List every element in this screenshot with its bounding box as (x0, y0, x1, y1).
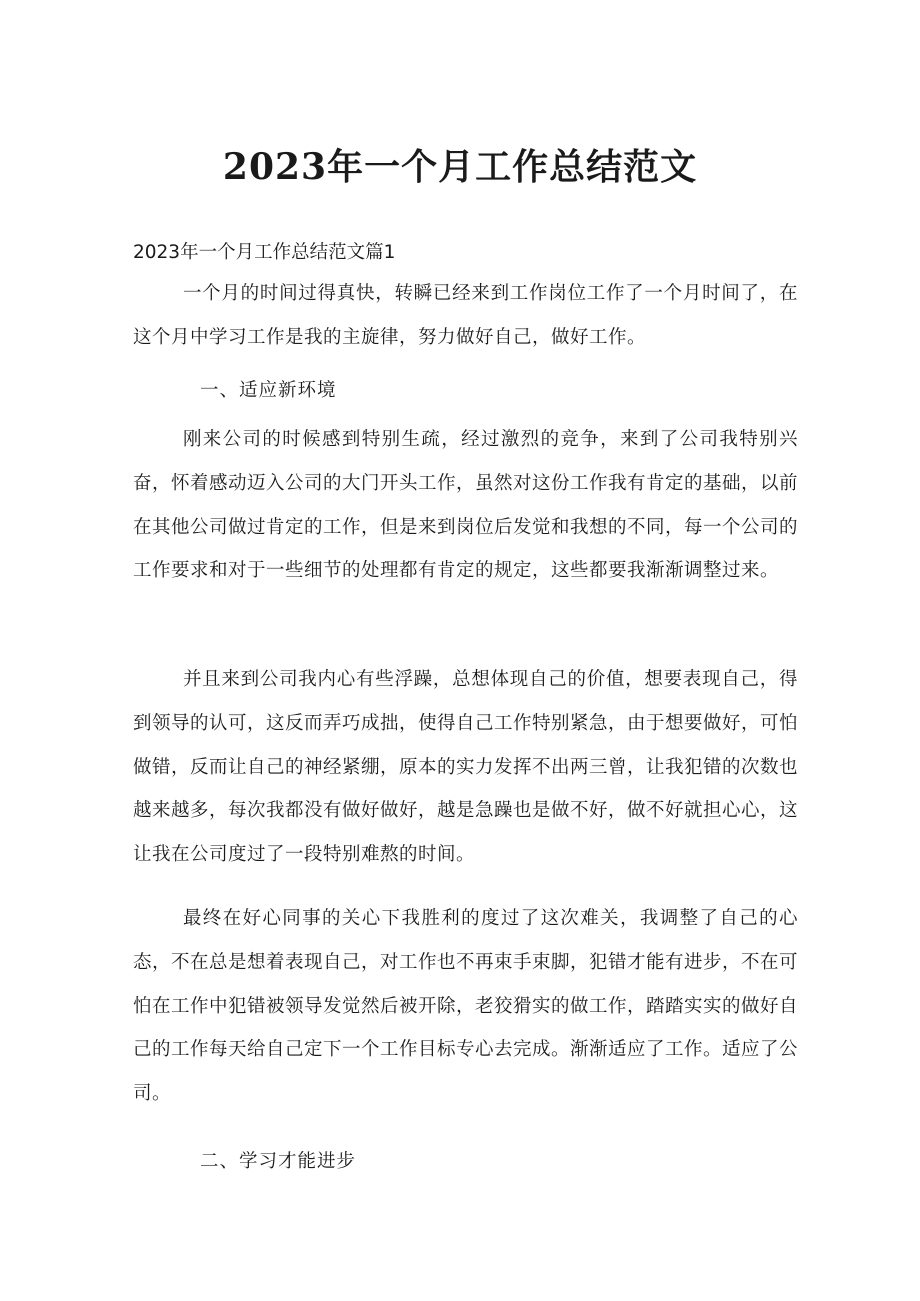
document-title: 2023年一个月工作总结范文 (222, 146, 698, 188)
intro-paragraph: 一个月的时间过得真快，转瞬已经来到工作岗位工作了一个月时间了，在这个月中学习工作是我的主旋律，努力做好自己，做好工作。 (133, 283, 798, 348)
body-paragraph-2: 并且来到公司我内心有些浮躁，总想体现自己的价值，想要表现自己，得到领导的认可，这反而弄巧成拙，使得自己工作特别紧急，由于想要做好，可怕做错，反而让自己的神经紧绷，原本的实力发挥不出两三曾，让我犯错的次数也越来越多，每次我都没有做好做好，越是急躁也是做不好，做不好就担心心，这让我在公司度过了一段特别难熬的时间。 (133, 669, 799, 866)
document-subtitle: 2023年一个月工作总结范文篇1 (133, 242, 396, 263)
body-paragraph-3: 最终在好心同事的关心下我胜利的度过了这次难关，我调整了自己的心态，不在总是想着表现自己，对工作也不再束手束脚，犯错才能有进步，不在可怕在工作中犯错被领导发觉然后被开除，老狡猾实的做工作，踏踏实实的做好自己的工作每天给自己定下一个工作目标专心去完成。渐渐适应了工作。适应了公司。 (133, 908, 799, 1105)
section-heading-adapt: 一、适应新环境 (200, 380, 337, 401)
section-heading-learning: 二、学习才能进步 (200, 1151, 357, 1172)
body-paragraph-1: 刚来公司的时候感到特别生疏，经过激烈的竞争，来到了公司我特别兴奋，怀着感动迈入公司的大门开头工作，虽然对这份工作我有肯定的基础，以前在其他公司做过肯定的工作，但是来到岗位后发觉和我想的不同，每一个公司的工作要求和对于一些细节的处理都有肯定的规定，这些都要我渐渐调整过来。 (133, 429, 799, 582)
